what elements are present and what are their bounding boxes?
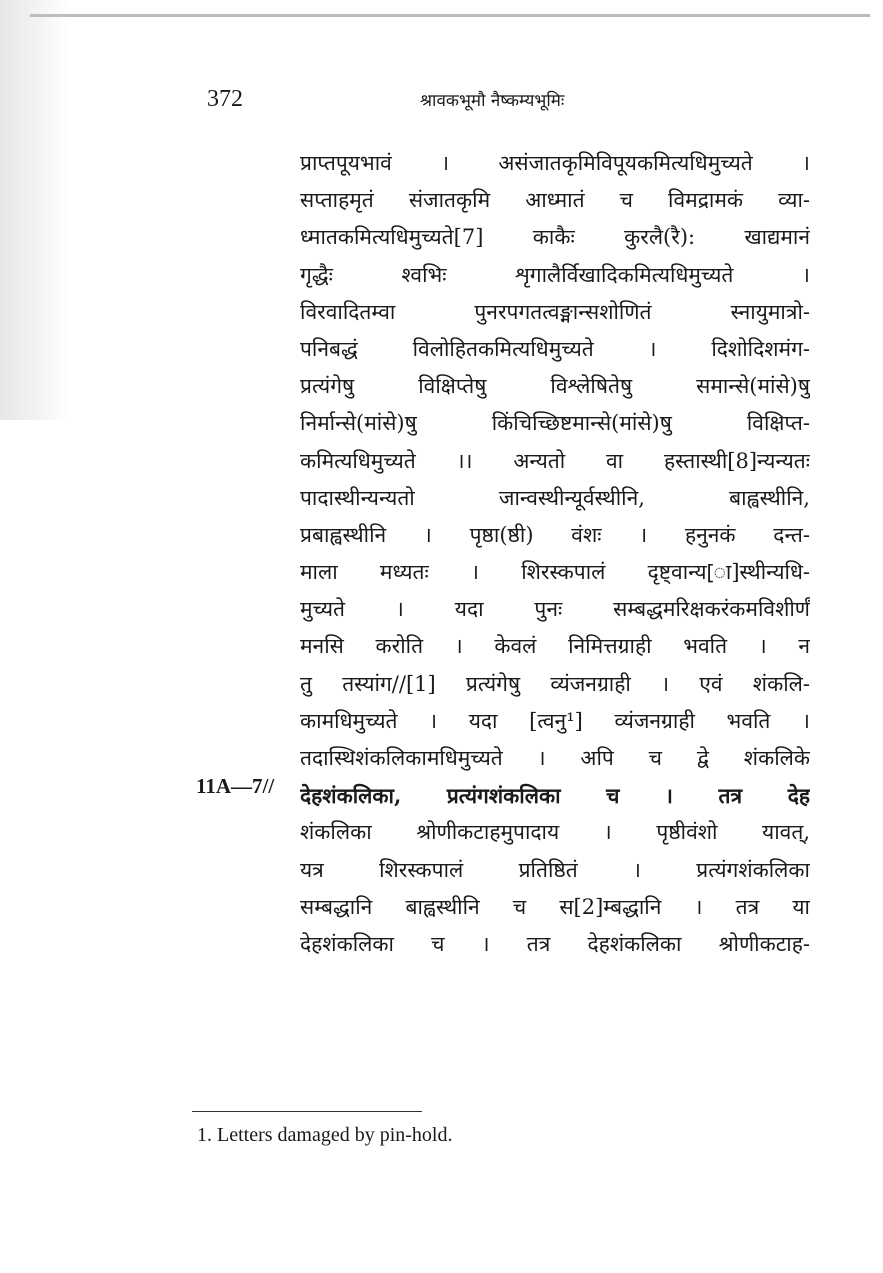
text-line: निर्मान्से(मांसे)षु किंचिच्छिष्टमान्से(मांसे)षु विक्षिप्त- <box>300 411 810 436</box>
text-line: सम्बद्धानि बाह्वस्थीनि च स[2]म्बद्धानि । तत्र या <box>300 894 810 919</box>
text-line: कामधिमुच्यते । यदा [त्वनु¹] व्यंजनग्राही भवति । <box>300 708 810 733</box>
footnote-divider <box>192 1111 422 1112</box>
text-line: प्रबाह्वस्थीनि । पृष्ठा(ष्ठी) वंशः । हनुनकं दन्त- <box>300 522 810 547</box>
text-line: शंकलिका श्रोणीकटाहमुपादाय । पृष्ठीवंशो यावत्, <box>300 820 810 845</box>
text-line: प्राप्तपूयभावं । असंजातकृमिविपूयकमित्यधिमुच्यते । <box>300 151 810 175</box>
text-line: यत्र शिरस्कपालं प्रतिष्ठितं । प्रत्यंगशंकलिका <box>300 857 810 882</box>
text-line: पनिबद्धं विलोहितकमित्यधिमुच्यते । दिशोदिशमंग- <box>300 336 810 361</box>
text-line: तु तस्यांग//[1] प्रत्यंगेषु व्यंजनग्राही । एवं शंकलि- <box>300 671 810 696</box>
running-title: श्रावकभूमौ नैष्कम्यभूमिः <box>420 91 565 111</box>
text-line: तदास्थिशंकलिकामधिमुच्यते । अपि च द्वे शंकलिके <box>300 746 810 770</box>
text-line: विरवादितम्वा पुनरपगतत्वङ्मान्सशोणितं स्नायुमात्रो- <box>300 299 810 324</box>
text-line: कमित्यधिमुच्यते ।। अन्यतो वा हस्तास्थी[8]न्यन्यतः <box>300 448 810 473</box>
text-line: सप्ताहमृतं संजातकृमि आध्मातं च विमद्रामकं व्या- <box>300 188 810 213</box>
page-edge-shadow <box>0 0 70 420</box>
page-number: 372 <box>207 86 243 112</box>
footnote: 1. Letters damaged by pin-hold. <box>197 1124 453 1146</box>
top-border-rule <box>30 14 870 17</box>
text-line: पादास्थीन्यन्यतो जान्वस्थीन्यूर्वस्थीनि, बाह्वस्थीनि, <box>300 485 810 510</box>
body-text <box>300 145 810 963</box>
text-line: प्रत्यंगेषु विक्षिप्तेषु विश्लेषितेषु समान्से(मांसे)षु <box>300 374 810 399</box>
text-line: मनसि करोति । केवलं निमित्तग्राही भवति । न <box>300 634 810 659</box>
text-line: गृद्धैः श्वभिः शृगालैर्विखादिकमित्यधिमुच्यते । <box>300 262 810 287</box>
manuscript-folio-reference: 11A—7// <box>196 774 275 798</box>
text-line: मुच्यते । यदा पुनः सम्बद्धमरिक्षकरंकमविशीर्णं <box>300 597 810 622</box>
text-line: ध्मातकमित्यधिमुच्यते[7] काकैः कुरलै(रै): खाद्यमानं <box>300 225 810 250</box>
text-line: देहशंकलिका, प्रत्यंगशंकलिका च । तत्र देह <box>300 783 810 809</box>
text-line: देहशंकलिका च । तत्र देहशंकलिका श्रोणीकटाह- <box>300 931 810 956</box>
text-line: माला मध्यतः । शिरस्कपालं दृष्ट्वान्य[ा]स्थीन्यधि- <box>300 560 810 585</box>
